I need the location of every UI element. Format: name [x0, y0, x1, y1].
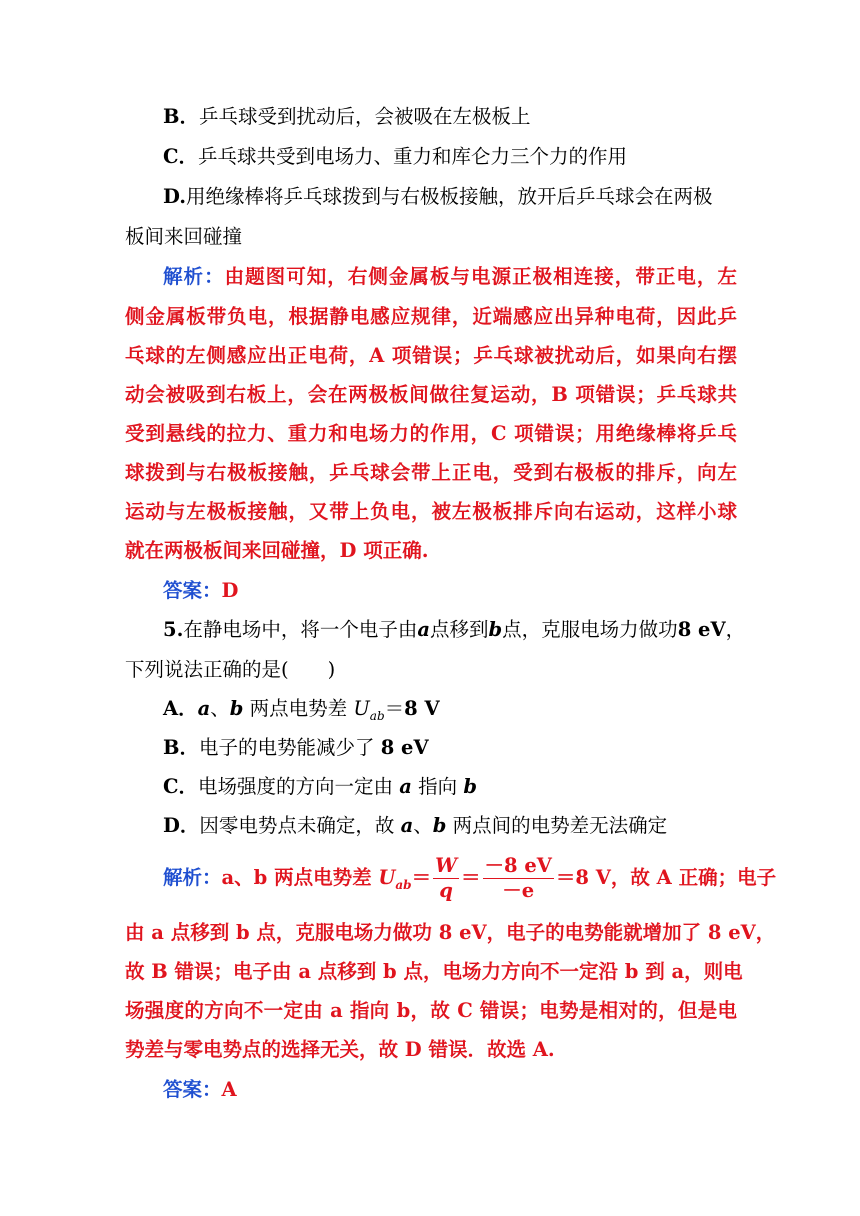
option-text: 两点电势差 [249, 697, 348, 720]
option-b [163, 733, 429, 763]
analysis-line: 受到悬线的拉力、重力和电场力的作用，C 项错误；用绝缘棒将乒乓 [125, 422, 737, 445]
analysis-text: 由题图可知，右侧金属板与电源正极相连接，带正电，左 [224, 265, 737, 288]
analysis-line: 侧金属板带负电，根据静电感应规律，近端感应出异种电荷，因此乒 [125, 305, 737, 328]
option-value: 8 eV [380, 736, 429, 759]
analysis-line: 就在两极板间来回碰撞，D 项正确. [125, 539, 429, 562]
var-b: b [432, 814, 447, 837]
option-text: 乒乓球共受到电场力、重力和库仑力三个力的作用 [198, 145, 628, 168]
option-letter: D． [163, 814, 200, 837]
question-stem [163, 615, 746, 645]
fraction-w-over-q [433, 854, 459, 903]
var-a: a [399, 775, 412, 798]
analysis-line: 势差与零电势点的选择无关，故 D 错误．故选 A. [125, 1038, 555, 1061]
answer-label: 答案： [163, 1078, 222, 1101]
option-text: 电子的电势能减少了 [198, 736, 375, 759]
option-text: 指向 [418, 775, 458, 798]
var-u: U [353, 697, 370, 720]
option-value: 8 V [404, 697, 440, 720]
var-b: b [229, 697, 244, 720]
var-a: a [197, 697, 211, 720]
analysis-line: 运动与左极板接触，又带上负电，被左极板排斥向右运动，这样小球 [125, 500, 737, 523]
fraction-numerator: －8 eV [484, 854, 552, 877]
analysis-line: 故 B 错误；电子由 a 点移到 b 点，电场力方向不一定沿 b 到 a，则电 [125, 960, 743, 983]
stem-text: 点移到 [430, 618, 489, 641]
analysis-formula-line [163, 850, 776, 913]
var-b: b [463, 775, 477, 798]
option-letter: B． [163, 736, 199, 759]
option-text: 、 [413, 814, 433, 837]
subscript-ab: ab [369, 708, 385, 723]
analysis-line: 场强度的方向不一定由 a 指向 b，故 C 错误；电势是相对的，但是电 [125, 999, 737, 1022]
analysis-text: a、b 两点电势差 [221, 866, 379, 889]
option-d-prev-cont: 板间来回碰撞 [125, 225, 243, 248]
analysis-line: 球拨到与右极板接触，乒乓球会带上正电，受到右极板的排斥，向左 [125, 461, 737, 484]
analysis-line: 由 a 点移到 b 点，克服电场力做功 8 eV，电子的电势能就增加了 8 eV， [125, 921, 776, 944]
option-c-prev [163, 142, 627, 172]
stem-text: 下列说法正确的是( ) [125, 658, 336, 681]
var-u: U [378, 866, 396, 889]
fraction-denominator: q [439, 879, 453, 902]
option-b-prev [163, 102, 531, 132]
option-text: 、 [210, 697, 230, 720]
var-a: a [417, 618, 431, 641]
question-number: 5. [163, 618, 184, 641]
option-text: ＝ [384, 697, 405, 720]
option-text: 用绝缘棒将乒乓球拨到与右极板接触，放开后乒乓球会在两极 [186, 185, 713, 208]
answer-value: D [221, 579, 239, 602]
option-d [163, 811, 667, 841]
subscript-ab: ab [395, 877, 412, 892]
option-text: 乒乓球受到扰动后，会被吸在左极板上 [198, 105, 531, 128]
stem-text: 点，克服电场力做功 [502, 618, 678, 641]
var-a: a [400, 814, 414, 837]
answer-line [163, 1075, 237, 1105]
option-text: 两点间的电势差无法确定 [452, 814, 668, 837]
option-d-prev [163, 182, 713, 212]
option-text: 电场强度的方向一定由 [198, 775, 394, 798]
fraction-denominator: －e [502, 879, 535, 902]
option-letter: C． [163, 145, 199, 168]
option-letter: B． [163, 105, 199, 128]
stem-text: 在静电场中，将一个电子由 [183, 618, 418, 641]
option-letter: D. [163, 185, 187, 208]
fraction-numerator: W [435, 854, 457, 877]
answer-label: 答案： [163, 579, 222, 602]
question-stem-cont [125, 655, 335, 685]
analysis-line [163, 262, 737, 292]
option-a [163, 694, 440, 731]
var-b: b [488, 618, 503, 641]
option-c [163, 772, 477, 802]
analysis-line: 动会被吸到右板上，会在两极板间做往复运动，B 项错误；乒乓球共 [125, 383, 737, 406]
analysis-label: 解析： [163, 866, 222, 889]
equals-sign: ＝ [460, 866, 481, 889]
fraction-ev-over-e [483, 854, 554, 903]
work-value: 8 eV [677, 618, 726, 641]
answer-line [163, 576, 238, 606]
stem-text: ， [725, 618, 746, 641]
analysis-text: ＝8 V，故 A 正确；电子 [555, 866, 777, 889]
analysis-label: 解析： [163, 265, 225, 288]
option-letter: C． [163, 775, 199, 798]
equals-sign: ＝ [411, 866, 432, 889]
analysis-line: 乓球的左侧感应出正电荷，A 项错误；乒乓球被扰动后，如果向右摆 [125, 344, 737, 367]
option-text: 因零电势点未确定，故 [199, 814, 395, 837]
answer-value: A [221, 1078, 237, 1101]
option-letter: A． [163, 697, 198, 720]
